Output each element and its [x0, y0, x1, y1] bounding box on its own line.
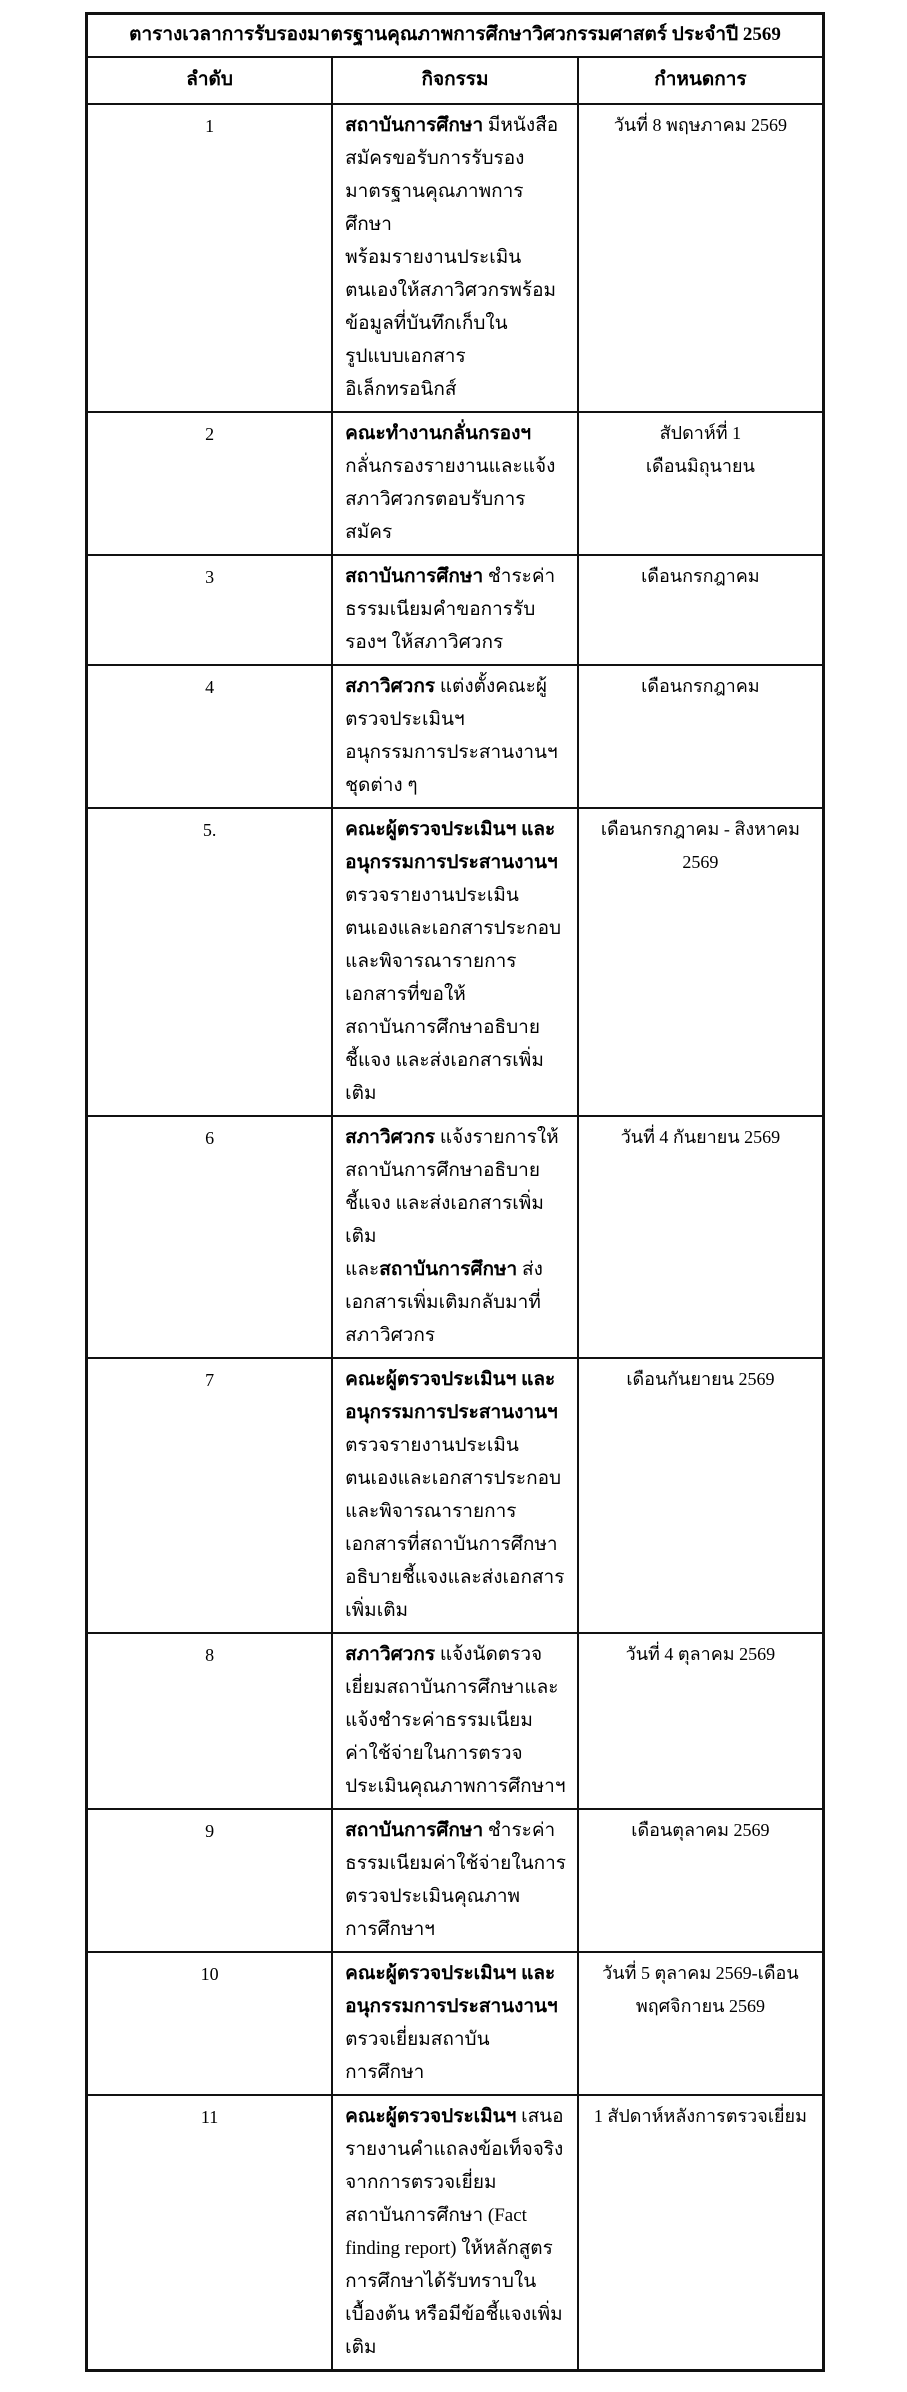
activity-text: แต่งตั้งคณะผู้ตรวจประเมินฯ อนุกรรมการประสานงานฯ	[345, 676, 558, 763]
table-row	[87, 1952, 824, 2095]
activity-cell	[332, 555, 578, 665]
activity-cell	[332, 104, 578, 412]
activity-line	[345, 1737, 567, 1803]
activity-text: ส่งเอกสารเพิ่มเติมกลับมาที่สภาวิศวกร	[345, 1259, 543, 1346]
schedule-line: เดือนมิถุนายน	[645, 456, 755, 476]
actor-name: สภาวิศวกร	[345, 1127, 436, 1148]
table-row	[87, 104, 824, 412]
schedule-line: สัปดาห์ที่ 1	[659, 423, 742, 443]
table-head	[87, 14, 824, 105]
schedule-line: วันที่ 4 ตุลาคม 2569	[625, 1644, 776, 1664]
title-row	[87, 14, 824, 58]
schedule-cell	[578, 1809, 824, 1952]
schedule-cell	[578, 1633, 824, 1809]
row-number-cell: 5.	[87, 808, 333, 1116]
activity-line	[345, 1814, 567, 1913]
actor-name: คณะผู้ตรวจประเมินฯ	[345, 2106, 517, 2127]
col-header-no: ลำดับ	[87, 57, 333, 104]
activity-cell	[332, 1952, 578, 2095]
col-header-activity: กิจกรรม	[332, 57, 578, 104]
header-row	[87, 57, 824, 104]
row-number-cell: 7	[87, 1358, 333, 1633]
activity-text: ชำระค่าธรรมเนียมค่าใช้จ่ายในการตรวจประเมินคุณภาพ	[345, 1820, 566, 1907]
activity-line	[345, 813, 567, 912]
schedule-cell	[578, 412, 824, 555]
schedule-cell	[578, 555, 824, 665]
row-number-cell: 9	[87, 1809, 333, 1952]
col-header-schedule: กำหนดการ	[578, 57, 824, 104]
table-row	[87, 1633, 824, 1809]
schedule-line: วันที่ 8 พฤษภาคม 2569	[613, 115, 788, 135]
activity-line	[345, 109, 567, 241]
actor-name: คณะผู้ตรวจประเมินฯ และอนุกรรมการประสานงานฯ	[345, 1963, 558, 2017]
activity-line	[345, 2056, 567, 2089]
row-number-cell: 6	[87, 1116, 333, 1358]
actor-name: สถาบันการศึกษา	[379, 1259, 518, 1280]
activity-line	[345, 241, 567, 340]
activity-text: ตรวจเยี่ยมสถาบัน	[345, 2029, 490, 2050]
table-row	[87, 555, 824, 665]
schedule-cell	[578, 104, 824, 412]
activity-line	[345, 1638, 567, 1737]
activity-line	[345, 2199, 567, 2298]
activity-text: และ	[345, 1259, 380, 1280]
schedule-cell	[578, 808, 824, 1116]
activity-line	[345, 2298, 567, 2364]
row-number-cell: 10	[87, 1952, 333, 2095]
activity-line	[345, 1121, 567, 1253]
actor-name: สถาบันการศึกษา	[345, 115, 484, 136]
schedule-line: วันที่ 4 กันยายน 2569	[620, 1127, 781, 1147]
activity-cell	[332, 1116, 578, 1358]
activity-cell	[332, 412, 578, 555]
table-title: ตารางเวลาการรับรองมาตรฐานคุณภาพการศึกษาวิศวกรรมศาสตร์ ประจำปี 2569	[87, 14, 824, 58]
activity-cell	[332, 665, 578, 808]
actor-name: สภาวิศวกร	[345, 1644, 436, 1665]
activity-line	[345, 1913, 567, 1946]
schedule-line: เดือนกันยายน 2569	[626, 1369, 775, 1389]
activity-text: ตรวจรายงานประเมิน	[345, 1435, 519, 1456]
activity-text: เสนอรายงานคำแถลงข้อเท็จจริงจากการตรวจเยี่ยม	[345, 2106, 564, 2193]
actor-name: สถาบันการศึกษา	[345, 566, 484, 587]
schedule-cell	[578, 665, 824, 808]
schedule-line: เดือนกรกฎาคม	[641, 676, 760, 696]
schedule-line: 1 สัปดาห์หลังการตรวจเยี่ยม	[593, 2106, 807, 2126]
schedule-line: เดือนตุลาคม 2569	[631, 1820, 770, 1840]
activity-text: ตรวจรายงานประเมิน	[345, 885, 519, 906]
schedule-line: เดือนกรกฎาคม	[641, 566, 760, 586]
activity-text: กลั่นกรองรายงานและแจ้งสภาวิศวกรตอบรับการ	[345, 456, 556, 510]
activity-line	[345, 1253, 567, 1352]
table-row	[87, 412, 824, 555]
activity-line	[345, 912, 567, 1011]
table-row	[87, 1809, 824, 1952]
schedule-line: เดือนกรกฎาคม - สิงหาคม 2569	[600, 819, 800, 872]
activity-cell	[332, 2095, 578, 2371]
activity-text: การศึกษา	[345, 2062, 425, 2083]
table-row	[87, 665, 824, 808]
activity-text: สถาบันการศึกษาอธิบายชี้แจง และส่งเอกสารเพิ่มเติม	[345, 1017, 544, 1104]
table-row	[87, 2095, 824, 2371]
actor-name: คณะทำงานกลั่นกรองฯ	[345, 423, 532, 444]
activity-text: ตนเองและเอกสารประกอบ และพิจารณารายการเอกสารที่สถาบันการศึกษา	[345, 1468, 562, 1555]
activity-text: รูปแบบเอกสารอิเล็กทรอนิกส์	[345, 346, 466, 400]
table-row	[87, 1358, 824, 1633]
activity-cell	[332, 1809, 578, 1952]
activity-line	[345, 516, 567, 549]
schedule-cell	[578, 1952, 824, 2095]
activity-text: สถาบันการศึกษา (Fact finding report) ให้หลักสูตรการศึกษาได้รับทราบใน	[345, 2205, 553, 2292]
activity-text: สมัคร	[345, 522, 393, 543]
activity-text: ตนเองและเอกสารประกอบ และพิจารณารายการเอกสารที่ขอให้	[345, 918, 562, 1005]
schedule-line: พฤศจิกายน 2569	[635, 1996, 765, 2016]
activity-text: แจ้งรายการให้สถาบันการศึกษาอธิบายชี้แจง และส่งเอกสารเพิ่มเติม	[345, 1127, 559, 1247]
actor-name: คณะผู้ตรวจประเมินฯ และอนุกรรมการประสานงานฯ	[345, 819, 558, 873]
timeline-table	[85, 12, 825, 2372]
activity-line	[345, 1011, 567, 1110]
activity-text: ค่าใช้จ่ายในการตรวจประเมินคุณภาพการศึกษาฯ	[345, 1743, 566, 1797]
row-number-cell: 2	[87, 412, 333, 555]
activity-line	[345, 340, 567, 406]
activity-text: แจ้งนัดตรวจเยี่ยมสถาบันการศึกษาและแจ้งชำระค่าธรรมเนียม	[345, 1644, 559, 1731]
schedule-cell	[578, 2095, 824, 2371]
activity-text: พร้อมรายงานประเมินตนเองให้สภาวิศวกรพร้อมข้อมูลที่บันทึกเก็บใน	[345, 247, 557, 334]
row-number-cell: 8	[87, 1633, 333, 1809]
schedule-line: วันที่ 5 ตุลาคม 2569-เดือน	[602, 1963, 799, 1983]
schedule-cell	[578, 1358, 824, 1633]
row-number-cell: 4	[87, 665, 333, 808]
activity-cell	[332, 1633, 578, 1809]
activity-cell	[332, 1358, 578, 1633]
activity-text: ชำระค่าธรรมเนียมคำขอการรับรองฯ ให้สภาวิศวกร	[345, 566, 556, 653]
row-number-cell: 1	[87, 104, 333, 412]
row-number-cell: 3	[87, 555, 333, 665]
actor-name: สภาวิศวกร	[345, 676, 436, 697]
table-body	[87, 104, 824, 2371]
activity-line	[345, 1561, 567, 1627]
activity-line	[345, 560, 567, 659]
activity-line	[345, 670, 567, 769]
schedule-cell	[578, 1116, 824, 1358]
table-row	[87, 808, 824, 1116]
activity-line	[345, 417, 567, 516]
row-number-cell: 11	[87, 2095, 333, 2371]
activity-text: มีหนังสือสมัครขอรับการรับรองมาตรฐานคุณภาพการศึกษา	[345, 115, 559, 235]
activity-line	[345, 769, 567, 802]
activity-text: การศึกษาฯ	[345, 1919, 435, 1940]
activity-line	[345, 1957, 567, 2056]
table-row	[87, 1116, 824, 1358]
actor-name: สถาบันการศึกษา	[345, 1820, 484, 1841]
activity-text: เบื้องต้น หรือมีข้อชี้แจงเพิ่มเติม	[345, 2304, 563, 2358]
actor-name: คณะผู้ตรวจประเมินฯ และอนุกรรมการประสานงานฯ	[345, 1369, 558, 1423]
activity-line	[345, 2100, 567, 2199]
activity-cell	[332, 808, 578, 1116]
activity-line	[345, 1363, 567, 1462]
activity-text: อธิบายชี้แจงและส่งเอกสารเพิ่มเติม	[345, 1567, 565, 1621]
activity-line	[345, 1462, 567, 1561]
activity-text: ชุดต่าง ๆ	[345, 775, 418, 796]
